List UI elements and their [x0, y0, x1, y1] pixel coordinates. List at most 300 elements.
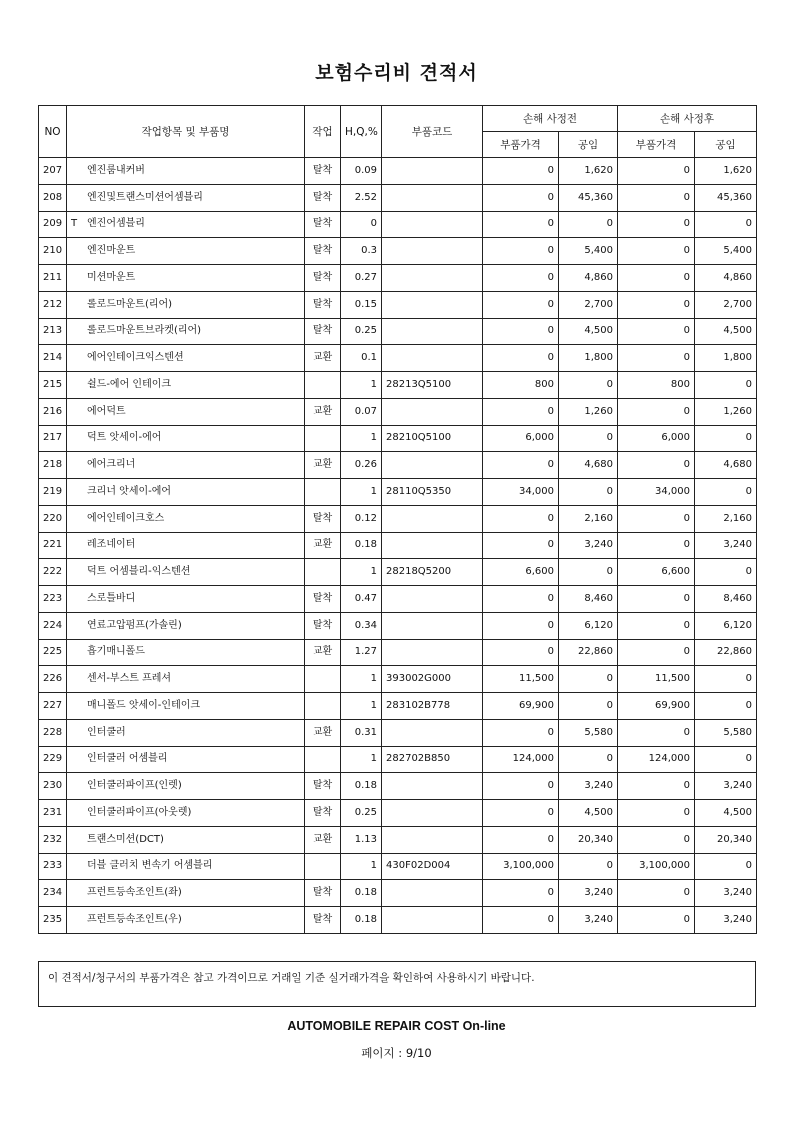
table-body: [39, 158, 757, 934]
cell-hq: 0.25: [341, 800, 382, 827]
cell-after-part-price: 0: [618, 532, 695, 559]
cell-item-name-text: 인터쿨러파이프(인렛): [87, 780, 182, 792]
cell-item-name-text: 매니폴드 앗세이-인테이크: [87, 699, 201, 711]
cell-item-name-text: 엔진룸내커버: [87, 164, 145, 176]
cell-item-name-text: 덕트 어셈블리-익스텐션: [87, 566, 191, 578]
cell-after-part-price: 34,000: [618, 479, 695, 506]
cell-before-labor: 0: [559, 853, 618, 880]
cell-before-part-price: 0: [483, 800, 559, 827]
cell-no: 216: [39, 398, 67, 425]
cell-before-part-price: 0: [483, 398, 559, 425]
cell-operation: 탈착: [305, 505, 341, 532]
cell-before-part-price: 3,100,000: [483, 853, 559, 880]
cell-hq: 1: [341, 746, 382, 773]
cell-after-part-price: 0: [618, 639, 695, 666]
table-row: [39, 639, 757, 666]
cell-no: 215: [39, 372, 67, 399]
cell-operation: 교환: [305, 719, 341, 746]
cell-operation: [305, 666, 341, 693]
cell-after-part-price: 0: [618, 318, 695, 345]
cell-part-code: 393002G000: [382, 666, 483, 693]
cell-after-part-price: 0: [618, 211, 695, 238]
cell-item-name: [67, 666, 305, 693]
cell-before-part-price: 0: [483, 158, 559, 185]
cell-item-name: [67, 880, 305, 907]
cell-item-name-text: 연료고압펌프(가솔린): [87, 619, 182, 631]
cell-after-labor: 4,500: [695, 318, 757, 345]
cell-no: 209: [39, 211, 67, 238]
table-row: [39, 800, 757, 827]
cell-item-name-text: 엔진마운트: [87, 245, 136, 257]
cell-after-part-price: 69,900: [618, 693, 695, 720]
cell-operation: 교환: [305, 532, 341, 559]
cell-after-labor: 0: [695, 853, 757, 880]
cell-no: 219: [39, 479, 67, 506]
cell-item-name: [67, 612, 305, 639]
cell-item-name: [67, 800, 305, 827]
cell-item-name-text: 더블 클러치 변속기 어셈블리: [87, 860, 213, 872]
cell-part-code: [382, 826, 483, 853]
cell-after-labor: 3,240: [695, 773, 757, 800]
cell-item-name-text: 스로틀바디: [87, 592, 136, 604]
table-row: [39, 398, 757, 425]
cell-after-part-price: 0: [618, 907, 695, 934]
cell-part-code: 28213Q5100: [382, 372, 483, 399]
cell-after-labor: 2,700: [695, 291, 757, 318]
cell-item-name: [67, 265, 305, 292]
cell-operation: [305, 559, 341, 586]
cell-part-code: [382, 318, 483, 345]
cell-part-code: [382, 532, 483, 559]
cell-after-part-price: 0: [618, 505, 695, 532]
cell-after-part-price: 0: [618, 345, 695, 372]
cell-operation: [305, 693, 341, 720]
cell-operation: 탈착: [305, 265, 341, 292]
table-row: [39, 559, 757, 586]
cell-before-part-price: 0: [483, 826, 559, 853]
cell-part-code: [382, 398, 483, 425]
cell-item-name: [67, 773, 305, 800]
cell-before-part-price: 0: [483, 773, 559, 800]
cell-hq: 1: [341, 666, 382, 693]
cell-item-name-text: 프런트등속조인트(좌): [87, 887, 182, 899]
cell-hq: 1.13: [341, 826, 382, 853]
cell-part-code: [382, 773, 483, 800]
cell-item-name-text: 에어인테이크익스텐션: [87, 352, 184, 364]
table-row: [39, 291, 757, 318]
cell-before-part-price: 6,000: [483, 425, 559, 452]
cell-item-name: [67, 479, 305, 506]
cell-hq: 0.12: [341, 505, 382, 532]
cell-after-part-price: 0: [618, 398, 695, 425]
cell-part-code: [382, 291, 483, 318]
cell-item-name: [67, 505, 305, 532]
cell-after-labor: 5,400: [695, 238, 757, 265]
cell-before-part-price: 0: [483, 265, 559, 292]
cell-hq: 1: [341, 479, 382, 506]
cell-after-labor: 0: [695, 666, 757, 693]
cell-item-name: [67, 158, 305, 185]
cell-before-part-price: 124,000: [483, 746, 559, 773]
page-indicator: 페이지 : 9/10: [361, 1046, 432, 1060]
header-after-labor: 공임: [695, 132, 757, 158]
cell-item-name: [67, 559, 305, 586]
cell-item-name-text: 프런트등속조인트(우): [87, 913, 182, 925]
cell-operation: 탈착: [305, 880, 341, 907]
cell-before-labor: 3,240: [559, 773, 618, 800]
cell-after-part-price: 0: [618, 158, 695, 185]
cell-operation: 탈착: [305, 158, 341, 185]
table-row: [39, 907, 757, 934]
cell-part-code: 28110Q5350: [382, 479, 483, 506]
cell-item-name: [67, 184, 305, 211]
cell-item-name: [67, 826, 305, 853]
cell-hq: 1: [341, 693, 382, 720]
cell-after-part-price: 0: [618, 452, 695, 479]
cell-after-labor: 0: [695, 559, 757, 586]
cell-no: 218: [39, 452, 67, 479]
cell-part-code: [382, 158, 483, 185]
cell-item-name-text: 레조네이터: [87, 539, 136, 551]
cell-part-code: 28218Q5200: [382, 559, 483, 586]
cell-operation: [305, 853, 341, 880]
cell-item-name: [67, 291, 305, 318]
cell-part-code: [382, 452, 483, 479]
table-row: [39, 158, 757, 185]
cell-before-labor: 6,120: [559, 612, 618, 639]
cell-item-name: [67, 372, 305, 399]
cell-before-labor: 3,240: [559, 880, 618, 907]
cell-before-labor: 22,860: [559, 639, 618, 666]
cell-after-part-price: 0: [618, 238, 695, 265]
cell-operation: 탈착: [305, 612, 341, 639]
cell-item-name-text: 크리너 앗세이-에어: [87, 485, 172, 497]
cell-after-labor: 20,340: [695, 826, 757, 853]
cell-before-part-price: 0: [483, 612, 559, 639]
table-row: [39, 666, 757, 693]
cell-before-labor: 0: [559, 666, 618, 693]
cell-item-name-text: 에어인테이크호스: [87, 512, 165, 524]
table-header: [39, 106, 757, 158]
table-row: [39, 318, 757, 345]
cell-no: 228: [39, 719, 67, 746]
document-title: 보험수리비 견적서: [315, 62, 478, 84]
header-code: 부품코드: [382, 106, 483, 158]
table-row: [39, 719, 757, 746]
cell-part-code: 282702B850: [382, 746, 483, 773]
table-row: [39, 532, 757, 559]
cell-item-name: [67, 318, 305, 345]
cell-hq: 1.27: [341, 639, 382, 666]
cell-part-code: [382, 345, 483, 372]
cell-before-labor: 1,620: [559, 158, 618, 185]
cell-part-code: 430F02D004: [382, 853, 483, 880]
cell-before-part-price: 34,000: [483, 479, 559, 506]
table-row: [39, 238, 757, 265]
cell-hq: 1: [341, 425, 382, 452]
estimate-table: [38, 105, 757, 934]
cell-after-part-price: 0: [618, 612, 695, 639]
cell-before-part-price: 0: [483, 719, 559, 746]
table-row: [39, 184, 757, 211]
cell-after-labor: 1,800: [695, 345, 757, 372]
table-row: [39, 773, 757, 800]
cell-after-labor: 1,260: [695, 398, 757, 425]
cell-no: 210: [39, 238, 67, 265]
cell-after-part-price: 0: [618, 291, 695, 318]
table-row: [39, 211, 757, 238]
cell-before-labor: 0: [559, 211, 618, 238]
cell-after-labor: 0: [695, 211, 757, 238]
cell-after-part-price: 6,000: [618, 425, 695, 452]
cell-item-name-text: 인터쿨러 어셈블리: [87, 753, 168, 765]
cell-after-labor: 4,500: [695, 800, 757, 827]
cell-after-part-price: 11,500: [618, 666, 695, 693]
cell-part-code: [382, 639, 483, 666]
cell-before-labor: 0: [559, 425, 618, 452]
cell-hq: 1: [341, 559, 382, 586]
cell-item-name: [67, 639, 305, 666]
footer-brand: AUTOMOBILE REPAIR COST On-line: [287, 1019, 506, 1033]
table-row: [39, 853, 757, 880]
cell-no: 220: [39, 505, 67, 532]
cell-item-name: [67, 746, 305, 773]
cell-operation: 탈착: [305, 318, 341, 345]
cell-hq: 0: [341, 211, 382, 238]
cell-after-part-price: 0: [618, 184, 695, 211]
cell-after-part-price: 3,100,000: [618, 853, 695, 880]
cell-no: 217: [39, 425, 67, 452]
cell-operation: [305, 746, 341, 773]
table-row: [39, 612, 757, 639]
cell-after-part-price: 124,000: [618, 746, 695, 773]
cell-after-labor: 22,860: [695, 639, 757, 666]
cell-no: 225: [39, 639, 67, 666]
cell-after-labor: 0: [695, 479, 757, 506]
cell-after-part-price: 0: [618, 800, 695, 827]
cell-flag: T: [71, 218, 78, 230]
cell-before-labor: 3,240: [559, 532, 618, 559]
cell-after-part-price: 0: [618, 880, 695, 907]
cell-before-part-price: 0: [483, 184, 559, 211]
cell-hq: 0.18: [341, 880, 382, 907]
cell-after-labor: 45,360: [695, 184, 757, 211]
cell-after-part-price: 0: [618, 773, 695, 800]
cell-operation: 탈착: [305, 184, 341, 211]
cell-before-part-price: 0: [483, 318, 559, 345]
cell-operation: 교환: [305, 398, 341, 425]
table-row: [39, 265, 757, 292]
cell-before-labor: 4,500: [559, 318, 618, 345]
cell-before-part-price: 0: [483, 639, 559, 666]
cell-no: 221: [39, 532, 67, 559]
cell-before-labor: 0: [559, 693, 618, 720]
cell-before-labor: 2,160: [559, 505, 618, 532]
cell-hq: 2.52: [341, 184, 382, 211]
cell-after-labor: 3,240: [695, 532, 757, 559]
cell-item-name: [67, 238, 305, 265]
cell-before-part-price: 11,500: [483, 666, 559, 693]
cell-part-code: 283102B778: [382, 693, 483, 720]
cell-hq: 0.18: [341, 773, 382, 800]
cell-hq: 0.09: [341, 158, 382, 185]
cell-item-name: [67, 345, 305, 372]
cell-operation: 탈착: [305, 586, 341, 613]
cell-after-labor: 3,240: [695, 907, 757, 934]
cell-operation: [305, 479, 341, 506]
cell-before-labor: 8,460: [559, 586, 618, 613]
cell-operation: 탈착: [305, 773, 341, 800]
cell-operation: [305, 425, 341, 452]
cell-item-name-text: 덕트 앗세이-에어: [87, 432, 162, 444]
cell-before-labor: 3,240: [559, 907, 618, 934]
cell-operation: 교환: [305, 639, 341, 666]
cell-after-part-price: 0: [618, 265, 695, 292]
cell-before-labor: 1,800: [559, 345, 618, 372]
cell-before-part-price: 0: [483, 880, 559, 907]
cell-hq: 0.47: [341, 586, 382, 613]
cell-after-labor: 0: [695, 425, 757, 452]
cell-operation: 탈착: [305, 238, 341, 265]
table-row: [39, 826, 757, 853]
cell-part-code: [382, 238, 483, 265]
cell-part-code: [382, 265, 483, 292]
cell-no: 227: [39, 693, 67, 720]
cell-before-labor: 0: [559, 479, 618, 506]
cell-before-part-price: 0: [483, 291, 559, 318]
cell-no: 212: [39, 291, 67, 318]
cell-operation: 탈착: [305, 291, 341, 318]
cell-operation: 탈착: [305, 907, 341, 934]
cell-no: 224: [39, 612, 67, 639]
cell-no: 214: [39, 345, 67, 372]
cell-no: 211: [39, 265, 67, 292]
cell-after-labor: 3,240: [695, 880, 757, 907]
cell-after-labor: 5,580: [695, 719, 757, 746]
cell-no: 223: [39, 586, 67, 613]
cell-after-labor: 4,680: [695, 452, 757, 479]
cell-no: 234: [39, 880, 67, 907]
cell-part-code: [382, 211, 483, 238]
cell-item-name-text: 롤로드마운트브라켓(리어): [87, 325, 202, 337]
cell-before-part-price: 800: [483, 372, 559, 399]
cell-operation: 탈착: [305, 211, 341, 238]
cell-before-labor: 5,580: [559, 719, 618, 746]
cell-part-code: 28210Q5100: [382, 425, 483, 452]
cell-after-labor: 8,460: [695, 586, 757, 613]
cell-hq: 0.18: [341, 907, 382, 934]
cell-no: 213: [39, 318, 67, 345]
cell-before-part-price: 0: [483, 452, 559, 479]
cell-item-name-text: 센서-부스트 프레셔: [87, 673, 172, 685]
header-before-group: 손해 사정전: [483, 106, 618, 132]
cell-no: 207: [39, 158, 67, 185]
cell-item-name-text: 롤로드마운트(리어): [87, 298, 173, 310]
notice-text: 이 견적서/청구서의 부품가격은 참고 가격이므로 거래일 기준 실거래가격을 확인하여 사용하시기 바랍니다.: [48, 972, 535, 984]
cell-operation: 교환: [305, 826, 341, 853]
header-before-labor: 공임: [559, 132, 618, 158]
cell-operation: 교환: [305, 345, 341, 372]
cell-before-labor: 1,260: [559, 398, 618, 425]
cell-no: 232: [39, 826, 67, 853]
cell-item-name: [67, 586, 305, 613]
cell-item-name-text: 인터쿨러파이프(아웃렛): [87, 806, 192, 818]
cell-after-part-price: 800: [618, 372, 695, 399]
cell-hq: 0.34: [341, 612, 382, 639]
cell-no: 230: [39, 773, 67, 800]
cell-item-name-text: 흡기매니폴드: [87, 646, 145, 658]
cell-item-name-text: 에어덕트: [87, 405, 126, 417]
cell-before-part-price: 69,900: [483, 693, 559, 720]
cell-hq: 0.26: [341, 452, 382, 479]
cell-hq: 1: [341, 372, 382, 399]
cell-before-labor: 20,340: [559, 826, 618, 853]
cell-item-name: [67, 425, 305, 452]
cell-item-name: [67, 211, 305, 238]
cell-after-labor: 2,160: [695, 505, 757, 532]
cell-before-labor: 0: [559, 746, 618, 773]
cell-before-part-price: 0: [483, 505, 559, 532]
cell-after-labor: 0: [695, 746, 757, 773]
cell-part-code: [382, 800, 483, 827]
cell-item-name: [67, 532, 305, 559]
cell-before-part-price: 0: [483, 907, 559, 934]
cell-part-code: [382, 719, 483, 746]
cell-before-part-price: 0: [483, 532, 559, 559]
cell-item-name-text: 쉴드-에어 인테이크: [87, 378, 172, 390]
cell-item-name-text: 엔진및트랜스미션어셈블리: [87, 191, 203, 203]
cell-item-name-text: 인터쿨러: [87, 726, 126, 738]
cell-hq: 0.15: [341, 291, 382, 318]
cell-operation: [305, 372, 341, 399]
cell-hq: 0.07: [341, 398, 382, 425]
cell-item-name-text: 엔진어셈블리: [87, 218, 145, 230]
header-op: 작업: [305, 106, 341, 158]
cell-no: 235: [39, 907, 67, 934]
cell-after-labor: 4,860: [695, 265, 757, 292]
cell-after-part-price: 6,600: [618, 559, 695, 586]
cell-before-labor: 2,700: [559, 291, 618, 318]
cell-hq: 1: [341, 853, 382, 880]
cell-operation: 교환: [305, 452, 341, 479]
cell-no: 231: [39, 800, 67, 827]
cell-after-part-price: 0: [618, 586, 695, 613]
table-row: [39, 880, 757, 907]
table-row: [39, 746, 757, 773]
header-item: 작업항목 및 부품명: [67, 106, 305, 158]
cell-hq: 0.25: [341, 318, 382, 345]
cell-no: 222: [39, 559, 67, 586]
cell-after-labor: 0: [695, 372, 757, 399]
cell-after-labor: 0: [695, 693, 757, 720]
cell-no: 226: [39, 666, 67, 693]
cell-hq: 0.31: [341, 719, 382, 746]
cell-after-part-price: 0: [618, 719, 695, 746]
cell-hq: 0.18: [341, 532, 382, 559]
cell-before-labor: 4,500: [559, 800, 618, 827]
cell-item-name: [67, 907, 305, 934]
cell-part-code: [382, 586, 483, 613]
cell-item-name-text: 트랜스미션(DCT): [87, 833, 164, 845]
cell-hq: 0.27: [341, 265, 382, 292]
cell-before-part-price: 0: [483, 345, 559, 372]
cell-item-name: [67, 853, 305, 880]
cell-after-part-price: 0: [618, 826, 695, 853]
table-row: [39, 372, 757, 399]
table-row: [39, 452, 757, 479]
table-row: [39, 505, 757, 532]
cell-item-name: [67, 719, 305, 746]
